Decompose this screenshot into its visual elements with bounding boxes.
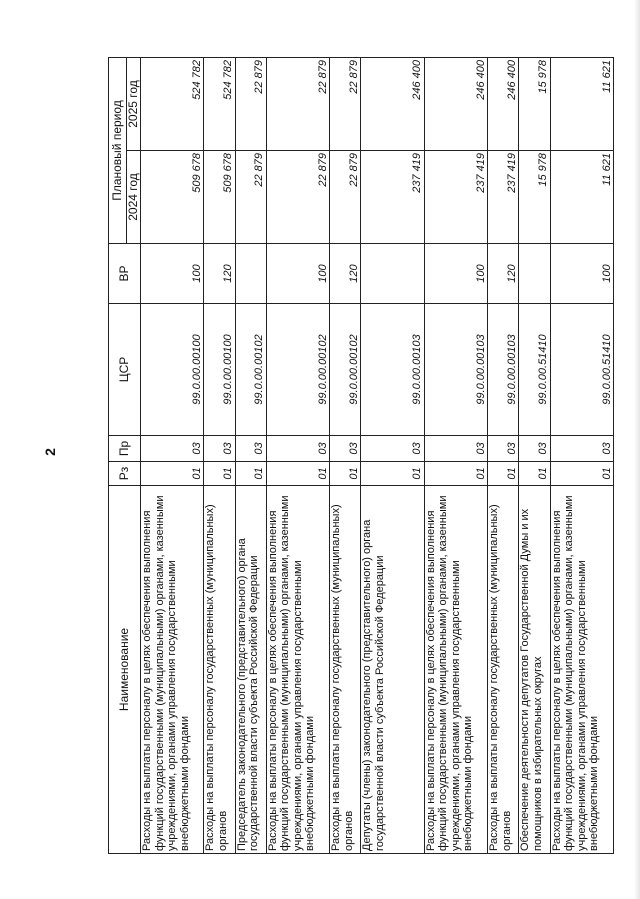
cell-csr: 99.0.00.51410	[519, 304, 550, 436]
cell-pr: 03	[235, 436, 266, 462]
cell-2025: 524 782	[141, 57, 204, 150]
cell-2025: 246 400	[361, 57, 424, 150]
cell-csr: 99.0.00.00103	[424, 304, 487, 436]
cell-vr	[361, 244, 424, 304]
cell-name: Обеспечение деятельности депутатов Государственной Думы и их помощников в избирательных округах	[519, 486, 550, 854]
cell-pr: 03	[361, 436, 424, 462]
scan-edge	[634, 0, 640, 899]
cell-rz: 01	[361, 462, 424, 486]
table-body	[141, 57, 614, 853]
header-year-2024: 2024 год	[127, 151, 141, 244]
budget-table	[108, 57, 614, 854]
cell-2025: 22 879	[266, 57, 329, 150]
cell-name: Расходы на выплаты персоналу государственных (муниципальных) органов	[204, 486, 235, 854]
cell-2024: 22 879	[330, 151, 361, 244]
cell-name: Расходы на выплаты персоналу государственных (муниципальных) органов	[488, 486, 519, 854]
cell-csr: 99.0.00.00102	[235, 304, 266, 436]
cell-name: Расходы на выплаты персоналу в целях обеспечения выполнения функций государственными (муниципальными) органами, казенными учреждениями, органами управления государственными внебюджетными фондами	[141, 486, 204, 854]
cell-pr: 03	[488, 436, 519, 462]
cell-2025: 22 879	[235, 57, 266, 150]
cell-pr: 03	[424, 436, 487, 462]
cell-2025: 22 879	[330, 57, 361, 150]
cell-pr: 03	[141, 436, 204, 462]
table-row	[519, 57, 550, 853]
cell-pr: 03	[550, 436, 614, 462]
cell-vr: 120	[204, 244, 235, 304]
cell-rz: 01	[141, 462, 204, 486]
table-row	[424, 57, 487, 853]
header-year-2025: 2025 год	[127, 57, 141, 150]
cell-vr	[519, 244, 550, 304]
cell-2024: 22 879	[266, 151, 329, 244]
table-row	[204, 57, 235, 853]
cell-2024: 237 419	[424, 151, 487, 244]
cell-rz: 01	[235, 462, 266, 486]
table-row	[141, 57, 204, 853]
cell-csr: 99.0.00.00102	[330, 304, 361, 436]
page-number: 2	[42, 448, 58, 456]
cell-csr: 99.0.00.00103	[361, 304, 424, 436]
cell-2025: 11 621	[550, 57, 614, 150]
cell-2024: 22 879	[235, 151, 266, 244]
cell-2024: 509 678	[141, 151, 204, 244]
cell-rz: 01	[266, 462, 329, 486]
cell-2024: 509 678	[204, 151, 235, 244]
cell-2025: 246 400	[488, 57, 519, 150]
header-pr: Пр	[109, 436, 141, 462]
cell-name: Расходы на выплаты персоналу в целях обеспечения выполнения функций государственными (муниципальными) органами, казенными учреждениями, органами управления государственными внебюджетными фондами	[424, 486, 487, 854]
table-row	[361, 57, 424, 853]
cell-vr: 100	[266, 244, 329, 304]
table-row	[330, 57, 361, 853]
table-row	[235, 57, 266, 853]
cell-vr: 100	[550, 244, 614, 304]
cell-2025: 524 782	[204, 57, 235, 150]
header-csr: ЦСР	[109, 304, 141, 436]
cell-vr: 100	[424, 244, 487, 304]
cell-csr: 99.0.00.00102	[266, 304, 329, 436]
header-rz: Рз	[109, 462, 141, 486]
cell-2024: 11 621	[550, 151, 614, 244]
cell-pr: 03	[519, 436, 550, 462]
cell-name: Расходы на выплаты персоналу государственных (муниципальных) органов	[330, 486, 361, 854]
cell-pr: 03	[204, 436, 235, 462]
cell-name: Расходы на выплаты персоналу в целях обеспечения выполнения функций государственными (муниципальными) органами, казенными учреждениями, органами управления государственными внебюджетными фондами	[266, 486, 329, 854]
cell-rz: 01	[519, 462, 550, 486]
cell-rz: 01	[424, 462, 487, 486]
table-row	[266, 57, 329, 853]
cell-csr: 99.0.00.00100	[204, 304, 235, 436]
cell-vr: 120	[488, 244, 519, 304]
rotated-table-wrapper	[108, 58, 614, 854]
cell-csr: 99.0.00.00100	[141, 304, 204, 436]
table-row	[488, 57, 519, 853]
header-vr: ВР	[109, 244, 141, 304]
cell-pr: 03	[266, 436, 329, 462]
cell-csr: 99.0.00.51410	[550, 304, 614, 436]
cell-vr	[235, 244, 266, 304]
cell-2025: 246 400	[424, 57, 487, 150]
header-planning-period: Плановый период	[109, 57, 127, 243]
cell-rz: 01	[204, 462, 235, 486]
cell-name: Председатель законодательного (представительного) органа государственной власти субъекта Российской Федерации	[235, 486, 266, 854]
cell-name: Депутаты (члены) законодательного (представительного) органа государственной власти субъекта Российской Федерации	[361, 486, 424, 854]
cell-2025: 15 978	[519, 57, 550, 150]
cell-2024: 237 419	[488, 151, 519, 244]
cell-rz: 01	[550, 462, 614, 486]
cell-rz: 01	[330, 462, 361, 486]
cell-vr: 120	[330, 244, 361, 304]
cell-rz: 01	[488, 462, 519, 486]
cell-csr: 99.0.00.00103	[488, 304, 519, 436]
cell-vr: 100	[141, 244, 204, 304]
cell-2024: 15 978	[519, 151, 550, 244]
cell-pr: 03	[330, 436, 361, 462]
cell-2024: 237 419	[361, 151, 424, 244]
table-row	[550, 57, 614, 853]
header-name: Наименование	[109, 486, 141, 854]
cell-name: Расходы на выплаты персоналу в целях обеспечения выполнения функций государственными (муниципальными) органами, казенными учреждениями, органами управления государственными внебюджетными фондами	[550, 486, 614, 854]
